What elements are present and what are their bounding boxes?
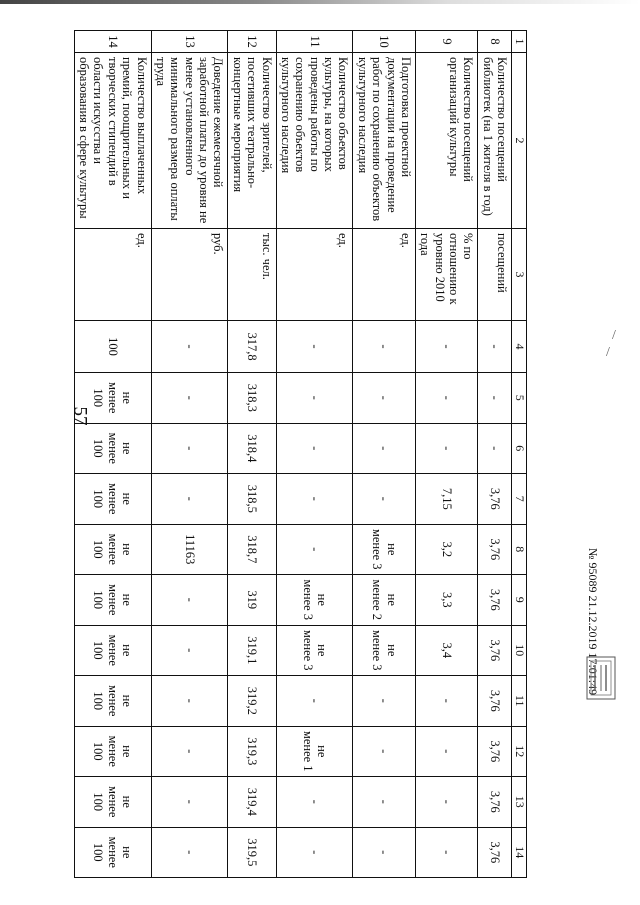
- value-cell: -: [151, 474, 228, 525]
- unit-cell: руб.: [151, 229, 228, 321]
- value-cell: 319,4: [228, 777, 276, 828]
- value-cell: 3,76: [478, 676, 512, 727]
- pencil-mark: /: [606, 345, 610, 360]
- value-cell: не менее 100: [74, 625, 151, 676]
- value-cell: -: [276, 373, 353, 424]
- value-cell: 319,2: [228, 676, 276, 727]
- column-header: 14: [512, 827, 527, 878]
- value-cell: -: [151, 625, 228, 676]
- value-cell: 100: [74, 321, 151, 373]
- value-cell: -: [276, 423, 353, 474]
- column-header: 2: [512, 53, 527, 229]
- value-cell: -: [151, 321, 228, 373]
- value-cell: -: [478, 321, 512, 373]
- value-cell: 3,76: [478, 777, 512, 828]
- column-header: 3: [512, 229, 527, 321]
- value-cell: не менее 3: [353, 524, 416, 575]
- value-cell: не менее 100: [74, 423, 151, 474]
- value-cell: 319,1: [228, 625, 276, 676]
- value-cell: 3,4: [415, 625, 478, 676]
- value-cell: не менее 100: [74, 474, 151, 525]
- value-cell: -: [353, 474, 416, 525]
- value-cell: 11163: [151, 524, 228, 575]
- value-cell: -: [276, 827, 353, 878]
- column-header: 10: [512, 625, 527, 676]
- value-cell: -: [151, 827, 228, 878]
- table-row: [478, 31, 512, 878]
- table-row: [415, 31, 478, 878]
- value-cell: не менее 100: [74, 524, 151, 575]
- value-cell: -: [415, 827, 478, 878]
- value-cell: не менее 3: [353, 625, 416, 676]
- value-cell: -: [353, 777, 416, 828]
- value-cell: -: [415, 777, 478, 828]
- value-cell: 318,7: [228, 524, 276, 575]
- value-cell: 3,3: [415, 575, 478, 626]
- seal-stamp: [585, 655, 617, 701]
- row-number: 14: [74, 31, 151, 53]
- value-cell: -: [415, 423, 478, 474]
- row-number: 13: [151, 31, 228, 53]
- value-cell: не менее 100: [74, 777, 151, 828]
- indicator-name: Доведение ежемесячной заработной платы до уровня не менее установленного минимального размера оплаты труда: [151, 53, 228, 229]
- value-cell: 318,4: [228, 423, 276, 474]
- unit-cell: ед.: [74, 229, 151, 321]
- value-cell: -: [478, 423, 512, 474]
- indicator-name: Количество посещений организаций культуры: [415, 53, 478, 229]
- table-row: [276, 31, 353, 878]
- value-cell: не менее 100: [74, 373, 151, 424]
- value-cell: -: [353, 676, 416, 727]
- value-cell: 3,76: [478, 575, 512, 626]
- page-number: 57: [69, 406, 91, 426]
- value-cell: -: [415, 676, 478, 727]
- column-header: 1: [512, 31, 527, 53]
- value-cell: 3,76: [478, 625, 512, 676]
- column-header: 9: [512, 575, 527, 626]
- value-cell: 3,76: [478, 726, 512, 777]
- value-cell: -: [151, 726, 228, 777]
- column-header: 8: [512, 524, 527, 575]
- value-cell: 318,5: [228, 474, 276, 525]
- scan-edge: [0, 0, 640, 4]
- value-cell: не менее 3: [276, 625, 353, 676]
- row-number: 10: [353, 31, 416, 53]
- indicator-name: Количество объектов культуры, на которых проведены работы по сохранению объектов культурного наследия: [276, 53, 353, 229]
- row-number: 11: [276, 31, 353, 53]
- value-cell: -: [276, 524, 353, 575]
- value-cell: 7,15: [415, 474, 478, 525]
- value-cell: -: [276, 474, 353, 525]
- value-cell: 3,2: [415, 524, 478, 575]
- column-header: 13: [512, 777, 527, 828]
- value-cell: -: [353, 321, 416, 373]
- value-cell: 3,76: [478, 827, 512, 878]
- table-row: [151, 31, 228, 878]
- value-cell: -: [353, 726, 416, 777]
- value-cell: -: [415, 373, 478, 424]
- value-cell: 3,76: [478, 474, 512, 525]
- value-cell: 319,5: [228, 827, 276, 878]
- value-cell: не менее 100: [74, 575, 151, 626]
- unit-cell: ед.: [276, 229, 353, 321]
- unit-cell: тыс. чел.: [228, 229, 276, 321]
- row-number: 12: [228, 31, 276, 53]
- value-cell: не менее 100: [74, 726, 151, 777]
- column-header: 5: [512, 373, 527, 424]
- pencil-mark: /: [612, 328, 616, 343]
- table-row: [228, 31, 276, 878]
- indicator-name: Количество выплаченных премий, поощрительных и творческих стипендий в области искусства и образования в сфере культуры: [74, 53, 151, 229]
- value-cell: -: [151, 676, 228, 727]
- column-header: 11: [512, 676, 527, 727]
- column-header: 6: [512, 423, 527, 474]
- value-cell: не менее 1: [276, 726, 353, 777]
- indicator-name: Количество зрителей, посетивших театрально-концертные мероприятия: [228, 53, 276, 229]
- indicators-table: [74, 30, 527, 878]
- column-header: 12: [512, 726, 527, 777]
- value-cell: 3,76: [478, 524, 512, 575]
- unit-cell: посещений: [478, 229, 512, 321]
- value-cell: -: [415, 321, 478, 373]
- value-cell: не менее 3: [276, 575, 353, 626]
- row-number: 8: [478, 31, 512, 53]
- seal-icon: [585, 655, 617, 701]
- value-cell: 317,8: [228, 321, 276, 373]
- column-header: 7: [512, 474, 527, 525]
- value-cell: -: [276, 676, 353, 727]
- value-cell: -: [353, 423, 416, 474]
- value-cell: -: [478, 373, 512, 424]
- value-cell: -: [353, 827, 416, 878]
- value-cell: -: [151, 575, 228, 626]
- value-cell: -: [151, 373, 228, 424]
- value-cell: не менее 100: [74, 676, 151, 727]
- value-cell: -: [415, 726, 478, 777]
- table-row: [353, 31, 416, 878]
- value-cell: -: [353, 373, 416, 424]
- indicator-name: Количество посещений библиотек (на 1 жителя в год): [478, 53, 512, 229]
- value-cell: 319,3: [228, 726, 276, 777]
- value-cell: -: [151, 423, 228, 474]
- value-cell: -: [276, 321, 353, 373]
- unit-cell: ед.: [353, 229, 416, 321]
- indicator-name: Подготовка проектной документации на проведение работ по сохранению объектов культурного наследия: [353, 53, 416, 229]
- unit-cell: % по отношению к уровню 2010 года: [415, 229, 478, 321]
- value-cell: 319: [228, 575, 276, 626]
- footer-stamp-text: № 95089 21.12.2019 17:01:49: [586, 548, 600, 696]
- value-cell: -: [276, 777, 353, 828]
- value-cell: 318,3: [228, 373, 276, 424]
- column-header: 4: [512, 321, 527, 373]
- table-row: [74, 31, 151, 878]
- value-cell: не менее 100: [74, 827, 151, 878]
- row-number: 9: [415, 31, 478, 53]
- header-row: [512, 31, 527, 878]
- value-cell: -: [151, 777, 228, 828]
- value-cell: не менее 2: [353, 575, 416, 626]
